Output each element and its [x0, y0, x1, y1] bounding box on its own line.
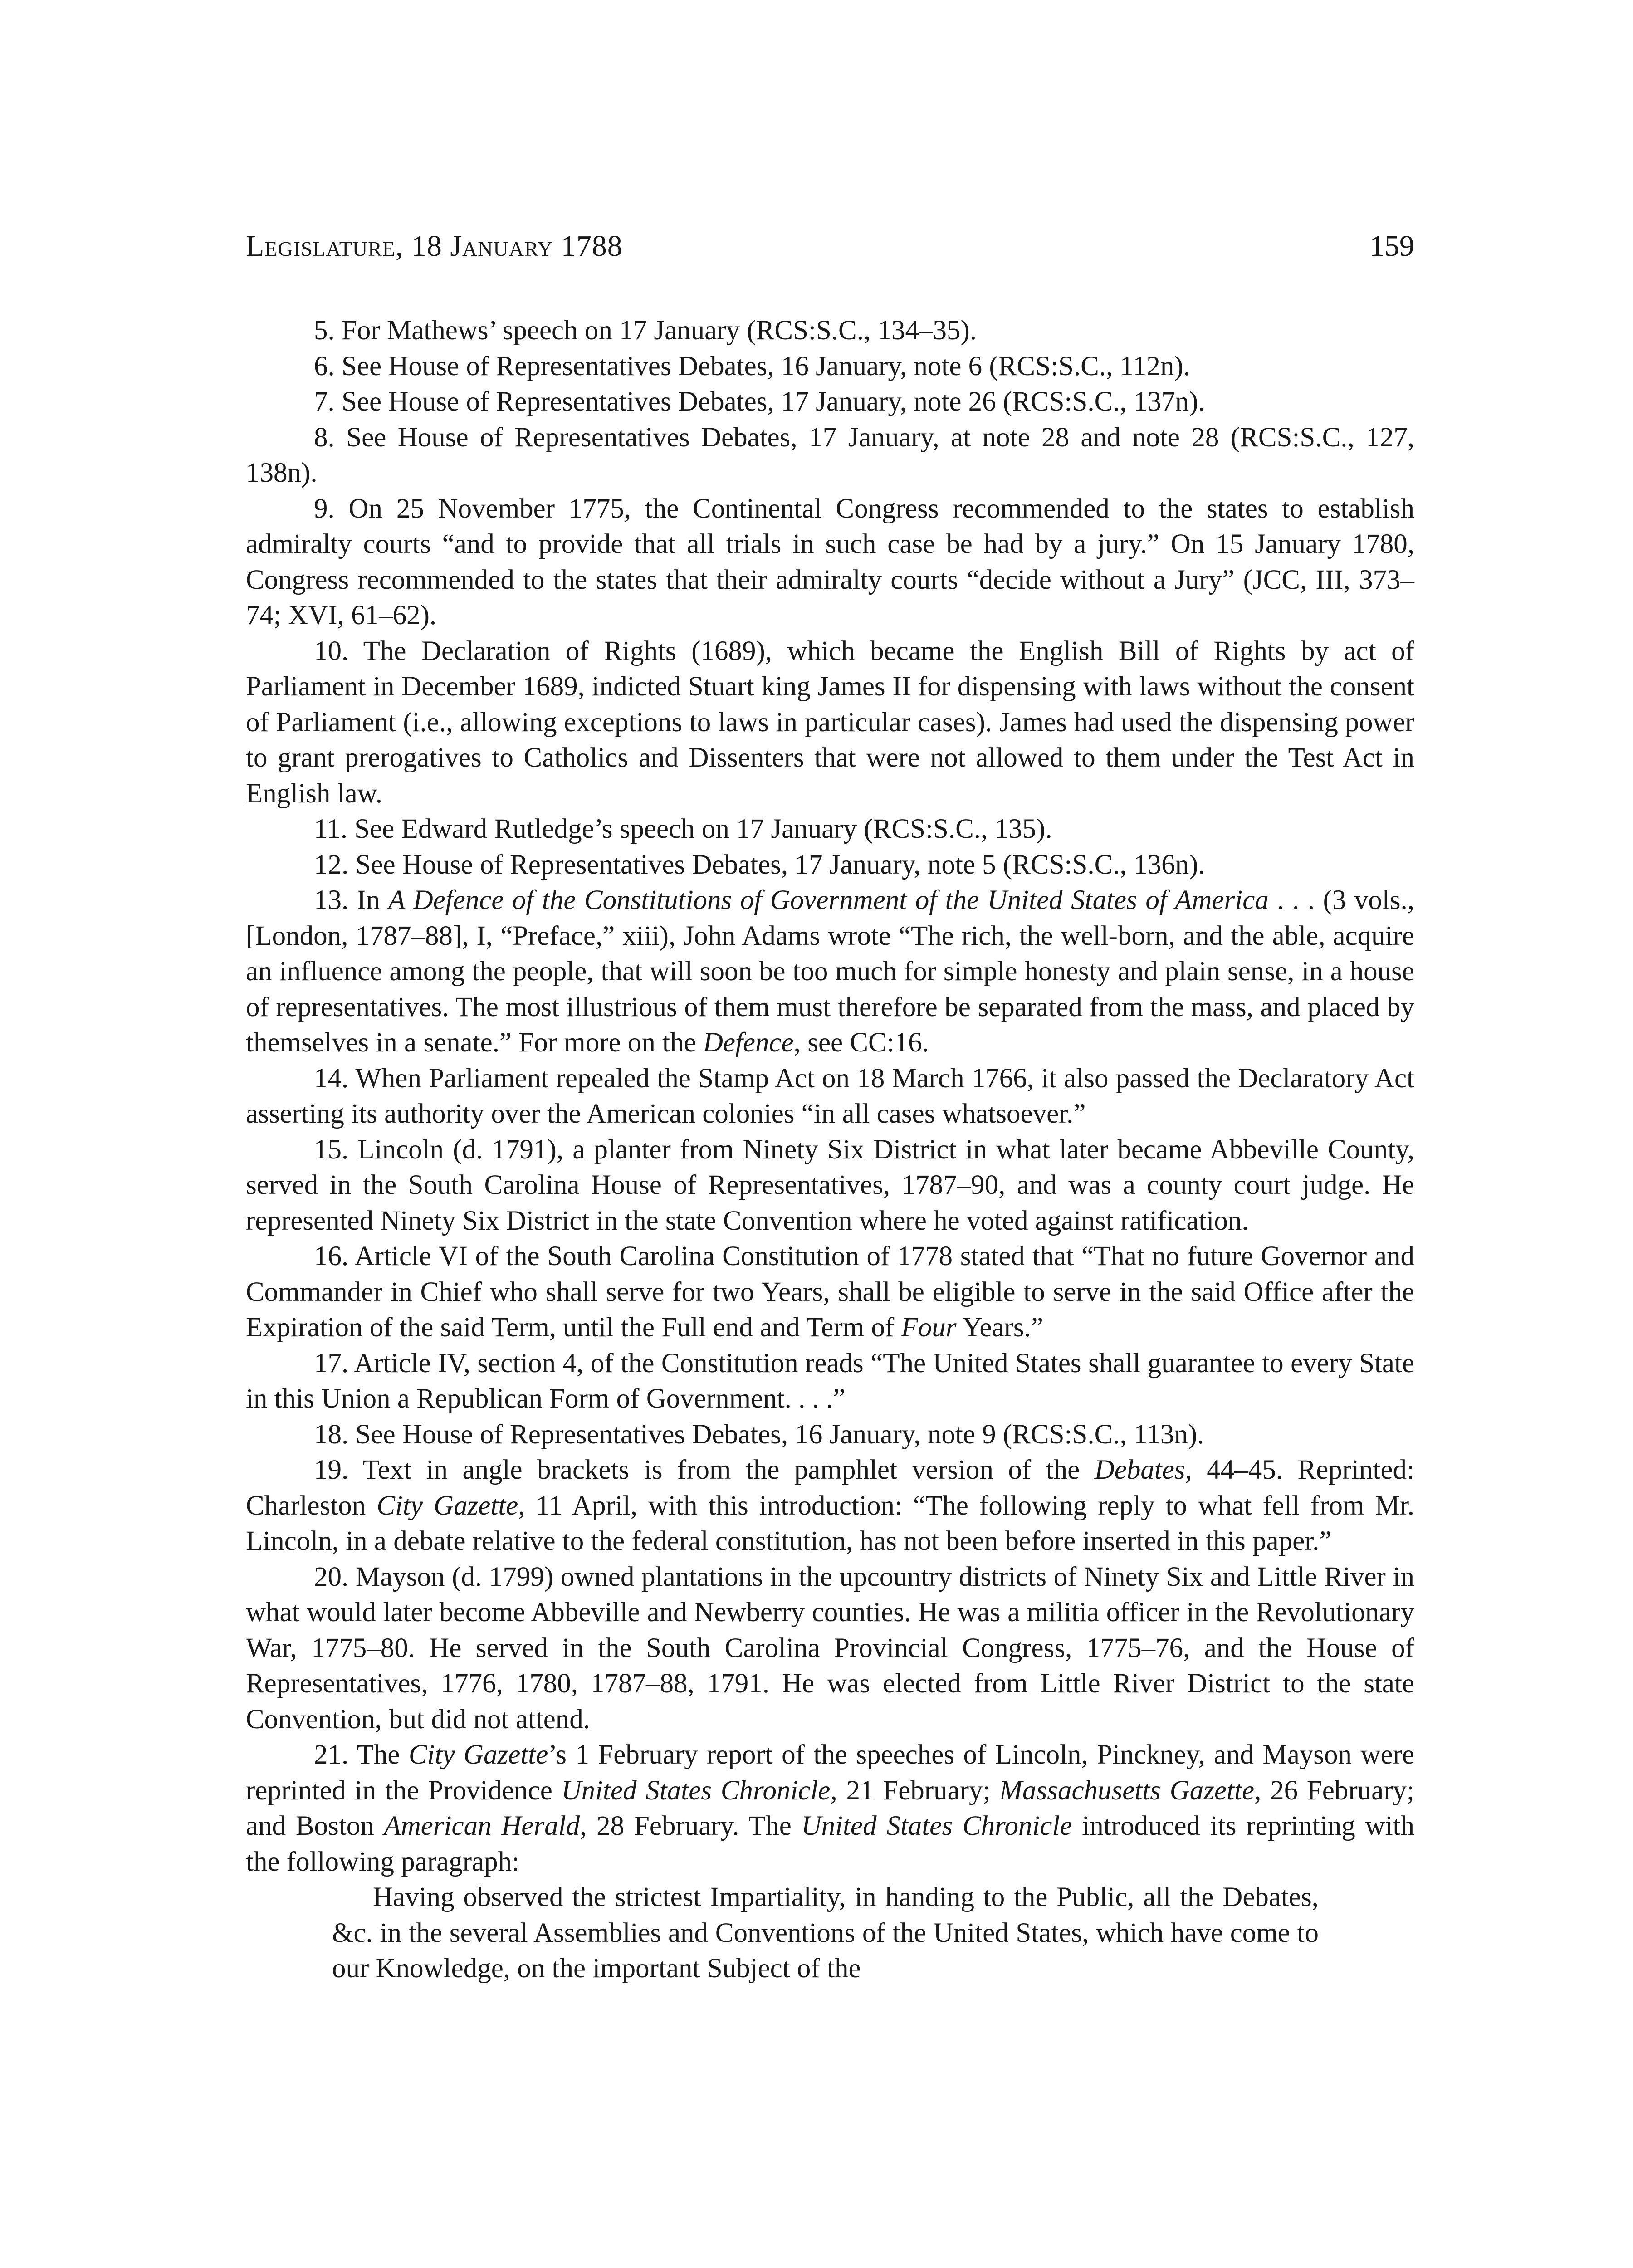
note-15 — [246, 1132, 1414, 1239]
note-6-text: 6. See House of Representatives Debates, 16 January, note 6 (RCS:S.C., 112n). — [314, 351, 1190, 381]
note-21-text: , 26 February; and Boston — [246, 1775, 1414, 1841]
note-5-text: 5. For Mathews’ speech on 17 January (RCS:S.C., 134–35). — [314, 315, 977, 346]
note-21-text: 21. The — [314, 1740, 409, 1770]
note-17-text: 17. Article IV, section 4, of the Constitution reads “The United States shall guarantee to every State in this Union a Republican Form of Government. . . .” — [246, 1348, 1414, 1414]
note-14 — [246, 1061, 1414, 1132]
page-number: 159 — [1369, 230, 1414, 263]
note-19 — [246, 1452, 1414, 1559]
note-8 — [246, 420, 1414, 491]
note-21-text: City Gazette — [408, 1740, 548, 1770]
note-13-text: Defence — [703, 1027, 794, 1058]
note-5 — [246, 313, 1414, 349]
note-7-text: 7. See House of Representatives Debates, 17 January, note 26 (RCS:S.C., 137n). — [314, 386, 1205, 417]
note-13-text: , see CC:16. — [793, 1027, 929, 1058]
note-16-text: Four — [901, 1312, 957, 1343]
note-20 — [246, 1559, 1414, 1738]
note-14-text: 14. When Parliament repealed the Stamp Act on 18 March 1766, it also passed the Declaratory Act asserting its authority over the American colonies “in all cases whatsoever.” — [246, 1063, 1414, 1129]
page-header — [246, 221, 1414, 271]
note-9-text: 9. On 25 November 1775, the Continental Congress recommended to the states to establish admiralty courts “and to provide that all trials in such case be had by a jury.” On 15 January 1780, Congress recommended to the states that their admiralty courts “decide without a Jury” (JCC, III, 373–74; XVI, 61–62). — [246, 493, 1414, 631]
note-13-text: A Defence of the Constitutions of Government of the United States of America — [388, 885, 1269, 915]
note-12 — [246, 847, 1414, 883]
note-13-text: 13. In — [314, 885, 389, 915]
note-17 — [246, 1346, 1414, 1417]
note-13-text: . . . (3 vols., [London, 1787–88], I, “Preface,” xiii), John Adams wrote “The rich, the well-born, and the able, acquire an influence among the people, that will soon be too much for simple honesty and plain sense, in a house of representatives. The most illustrious of them must therefore be separated from the mass, and placed by themselves in a senate.” For more on the — [246, 885, 1414, 1058]
note-6 — [246, 349, 1414, 385]
note-9 — [246, 491, 1414, 634]
note-11-text: 11. See Edward Rutledge’s speech on 17 January (RCS:S.C., 135). — [314, 814, 1052, 844]
note-21-text: American Herald — [384, 1811, 580, 1841]
note-16-text: Years.” — [956, 1312, 1043, 1343]
note-10 — [246, 634, 1414, 812]
note-19-text: City Gazette — [376, 1490, 518, 1521]
note-8-text: 8. See House of Representatives Debates, 17 January, at note 28 and note 28 (RCS:S.C., 127, 138n). — [246, 422, 1414, 488]
note-15-text: 15. Lincoln (d. 1791), a planter from Ninety Six District in what later became Abbeville County, served in the South Carolina House of Representatives, 1787–90, and was a county court judge. He represented Ninety Six District in the state Convention where he voted against ratification. — [246, 1134, 1414, 1236]
note-10-text: 10. The Declaration of Rights (1689), which became the English Bill of Rights by act of Parliament in December 1689, indicted Stuart king James II for dispensing with laws without the consent of Parliament (i.e., allowing exceptions to laws in particular cases). James had used the dispensing power to grant prerogatives to Catholics and Dissenters that were not allowed to them under the Test Act in English law. — [246, 635, 1414, 809]
block-quote: Having observed the strictest Impartiality, in handing to the Public, all the Debates, &c. in the several Assemblies and Conventions of the United States, which have come to our Knowledge, on the important Subject of the — [332, 1882, 1319, 1984]
note-19-text: , 11 April, with this introduction: “The following reply to what fell from Mr. Lincoln, in a debate relative to the federal constitution, has not been before inserted in this paper.” — [246, 1490, 1414, 1556]
note-21-text: United States Chronicle — [561, 1775, 831, 1806]
note-16 — [246, 1239, 1414, 1346]
running-head: Legislature, 18 January 1788 — [246, 230, 623, 263]
note-16-text: 16. Article VI of the South Carolina Constitution of 1778 stated that “That no future Governor and Commander in Chief who shall serve for two Years, shall be eligible to serve in the said Office after the Expiration of the said Term, until the Full end and Term of — [246, 1241, 1414, 1343]
note-21-text: ’s 1 February report of the speeches of Lincoln, Pinckney, and Mayson were reprinted in the Providence — [246, 1740, 1414, 1806]
note-19-text: , 44–45. Reprinted: Charleston — [246, 1455, 1414, 1521]
note-21-text: United States Chronicle — [801, 1811, 1072, 1841]
note-21-text: , 21 February; — [830, 1775, 1000, 1806]
note-21 — [246, 1737, 1414, 1880]
note-19-text: Debates — [1094, 1455, 1185, 1485]
note-18-text: 18. See House of Representatives Debates, 16 January, note 9 (RCS:S.C., 113n). — [314, 1419, 1204, 1450]
note-20-text: 20. Mayson (d. 1799) owned plantations in the upcountry districts of Ninety Six and Little River in what would later become Abbeville and Newberry counties. He was a militia officer in the Revolutionary War, 1775–80. He served in the South Carolina Provincial Congress, 1775–76, and the House of Representatives, 1776, 1780, 1787–88, 1791. He was elected from Little River District to the state Convention, but did not attend. — [246, 1561, 1414, 1735]
note-7 — [246, 384, 1414, 420]
note-11 — [246, 811, 1414, 847]
note-21-text: introduced its reprinting with the following paragraph: — [246, 1811, 1414, 1877]
note-12-text: 12. See House of Representatives Debates, 17 January, note 5 (RCS:S.C., 136n). — [314, 849, 1205, 880]
note-21-text: Massachusetts Gazette — [999, 1775, 1255, 1806]
endnotes — [246, 313, 1414, 1987]
note-18 — [246, 1417, 1414, 1453]
note-21-text: , 28 February. The — [580, 1811, 802, 1841]
note-19-text: 19. Text in angle brackets is from the pamphlet version of the — [314, 1455, 1095, 1485]
note-13 — [246, 883, 1414, 1061]
